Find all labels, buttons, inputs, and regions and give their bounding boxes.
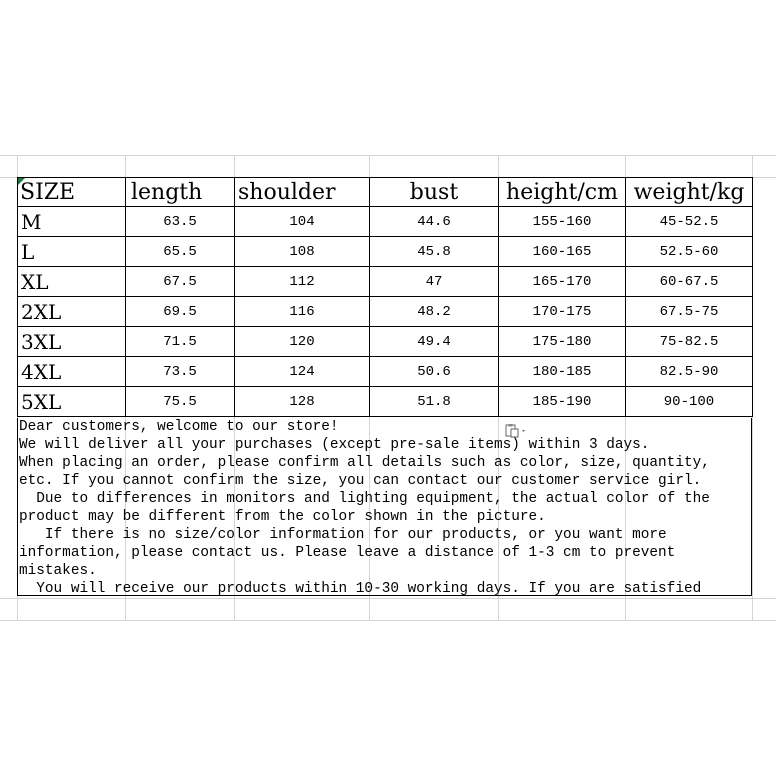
size-cell[interactable]: M	[18, 207, 126, 237]
notice-line: etc. If you cannot confirm the size, you can contact our customer service girl.	[19, 473, 702, 489]
size-cell[interactable]: 2XL	[18, 297, 126, 327]
store-notice-cell[interactable]	[17, 418, 752, 596]
shoulder-cell[interactable]: 108	[235, 237, 370, 267]
notice-line: If there is no size/color information for our products, or you want more	[19, 527, 667, 543]
notice-line: We will deliver all your purchases (except pre-sale items) within 3 days.	[19, 437, 650, 453]
size-chart-table	[17, 177, 753, 417]
weight-cell[interactable]: 45-52.5	[626, 207, 753, 237]
table-row	[18, 237, 753, 267]
table-row	[18, 327, 753, 357]
header-size[interactable]: SIZE	[18, 178, 126, 207]
bust-cell[interactable]: 49.4	[370, 327, 499, 357]
length-cell[interactable]: 75.5	[126, 387, 235, 417]
weight-cell[interactable]: 75-82.5	[626, 327, 753, 357]
height-cell[interactable]: 175-180	[499, 327, 626, 357]
length-cell[interactable]: 65.5	[126, 237, 235, 267]
notice-line: When placing an order, please confirm all details such as color, size, quantity,	[19, 455, 710, 471]
header-shoulder[interactable]: shoulder	[235, 178, 370, 207]
table-row	[18, 297, 753, 327]
bust-cell[interactable]: 47	[370, 267, 499, 297]
length-cell[interactable]: 71.5	[126, 327, 235, 357]
bust-cell[interactable]: 44.6	[370, 207, 499, 237]
length-cell[interactable]: 67.5	[126, 267, 235, 297]
table-row	[18, 357, 753, 387]
bust-cell[interactable]: 50.6	[370, 357, 499, 387]
table-row	[18, 207, 753, 237]
size-cell[interactable]: 3XL	[18, 327, 126, 357]
header-height[interactable]: height/cm	[499, 178, 626, 207]
notice-line: information, please contact us. Please leave a distance of 1-3 cm to prevent	[19, 545, 676, 561]
notice-line: Due to differences in monitors and lighting equipment, the actual color of the	[19, 491, 710, 507]
bust-cell[interactable]: 45.8	[370, 237, 499, 267]
weight-cell[interactable]: 67.5-75	[626, 297, 753, 327]
header-length[interactable]: length	[126, 178, 235, 207]
notice-line: You will receive our products within 10-30 working days. If you are satisfied	[19, 581, 702, 596]
height-cell[interactable]: 185-190	[499, 387, 626, 417]
length-cell[interactable]: 69.5	[126, 297, 235, 327]
weight-cell[interactable]: 52.5-60	[626, 237, 753, 267]
table-header-row	[18, 178, 753, 207]
active-cell-marker-icon	[18, 178, 25, 185]
length-cell[interactable]: 73.5	[126, 357, 235, 387]
notice-line: product may be different from the color shown in the picture.	[19, 509, 546, 525]
height-cell[interactable]: 165-170	[499, 267, 626, 297]
grid-row-line	[0, 620, 776, 621]
weight-cell[interactable]: 90-100	[626, 387, 753, 417]
weight-cell[interactable]: 82.5-90	[626, 357, 753, 387]
shoulder-cell[interactable]: 104	[235, 207, 370, 237]
height-cell[interactable]: 155-160	[499, 207, 626, 237]
grid-row-line	[0, 155, 776, 156]
grid-row-line	[0, 598, 776, 599]
height-cell[interactable]: 170-175	[499, 297, 626, 327]
size-cell[interactable]: 5XL	[18, 387, 126, 417]
shoulder-cell[interactable]: 120	[235, 327, 370, 357]
paste-options-icon[interactable]	[505, 424, 529, 438]
shoulder-cell[interactable]: 112	[235, 267, 370, 297]
table-row	[18, 387, 753, 417]
weight-cell[interactable]: 60-67.5	[626, 267, 753, 297]
header-weight[interactable]: weight/kg	[626, 178, 753, 207]
header-bust[interactable]: bust	[370, 178, 499, 207]
bust-cell[interactable]: 51.8	[370, 387, 499, 417]
shoulder-cell[interactable]: 128	[235, 387, 370, 417]
height-cell[interactable]: 180-185	[499, 357, 626, 387]
shoulder-cell[interactable]: 116	[235, 297, 370, 327]
size-cell[interactable]: XL	[18, 267, 126, 297]
height-cell[interactable]: 160-165	[499, 237, 626, 267]
size-cell[interactable]: L	[18, 237, 126, 267]
length-cell[interactable]: 63.5	[126, 207, 235, 237]
size-cell[interactable]: 4XL	[18, 357, 126, 387]
notice-line: Dear customers, welcome to our store!	[19, 419, 339, 435]
notice-line: mistakes.	[19, 563, 97, 579]
bust-cell[interactable]: 48.2	[370, 297, 499, 327]
shoulder-cell[interactable]: 124	[235, 357, 370, 387]
table-row	[18, 267, 753, 297]
